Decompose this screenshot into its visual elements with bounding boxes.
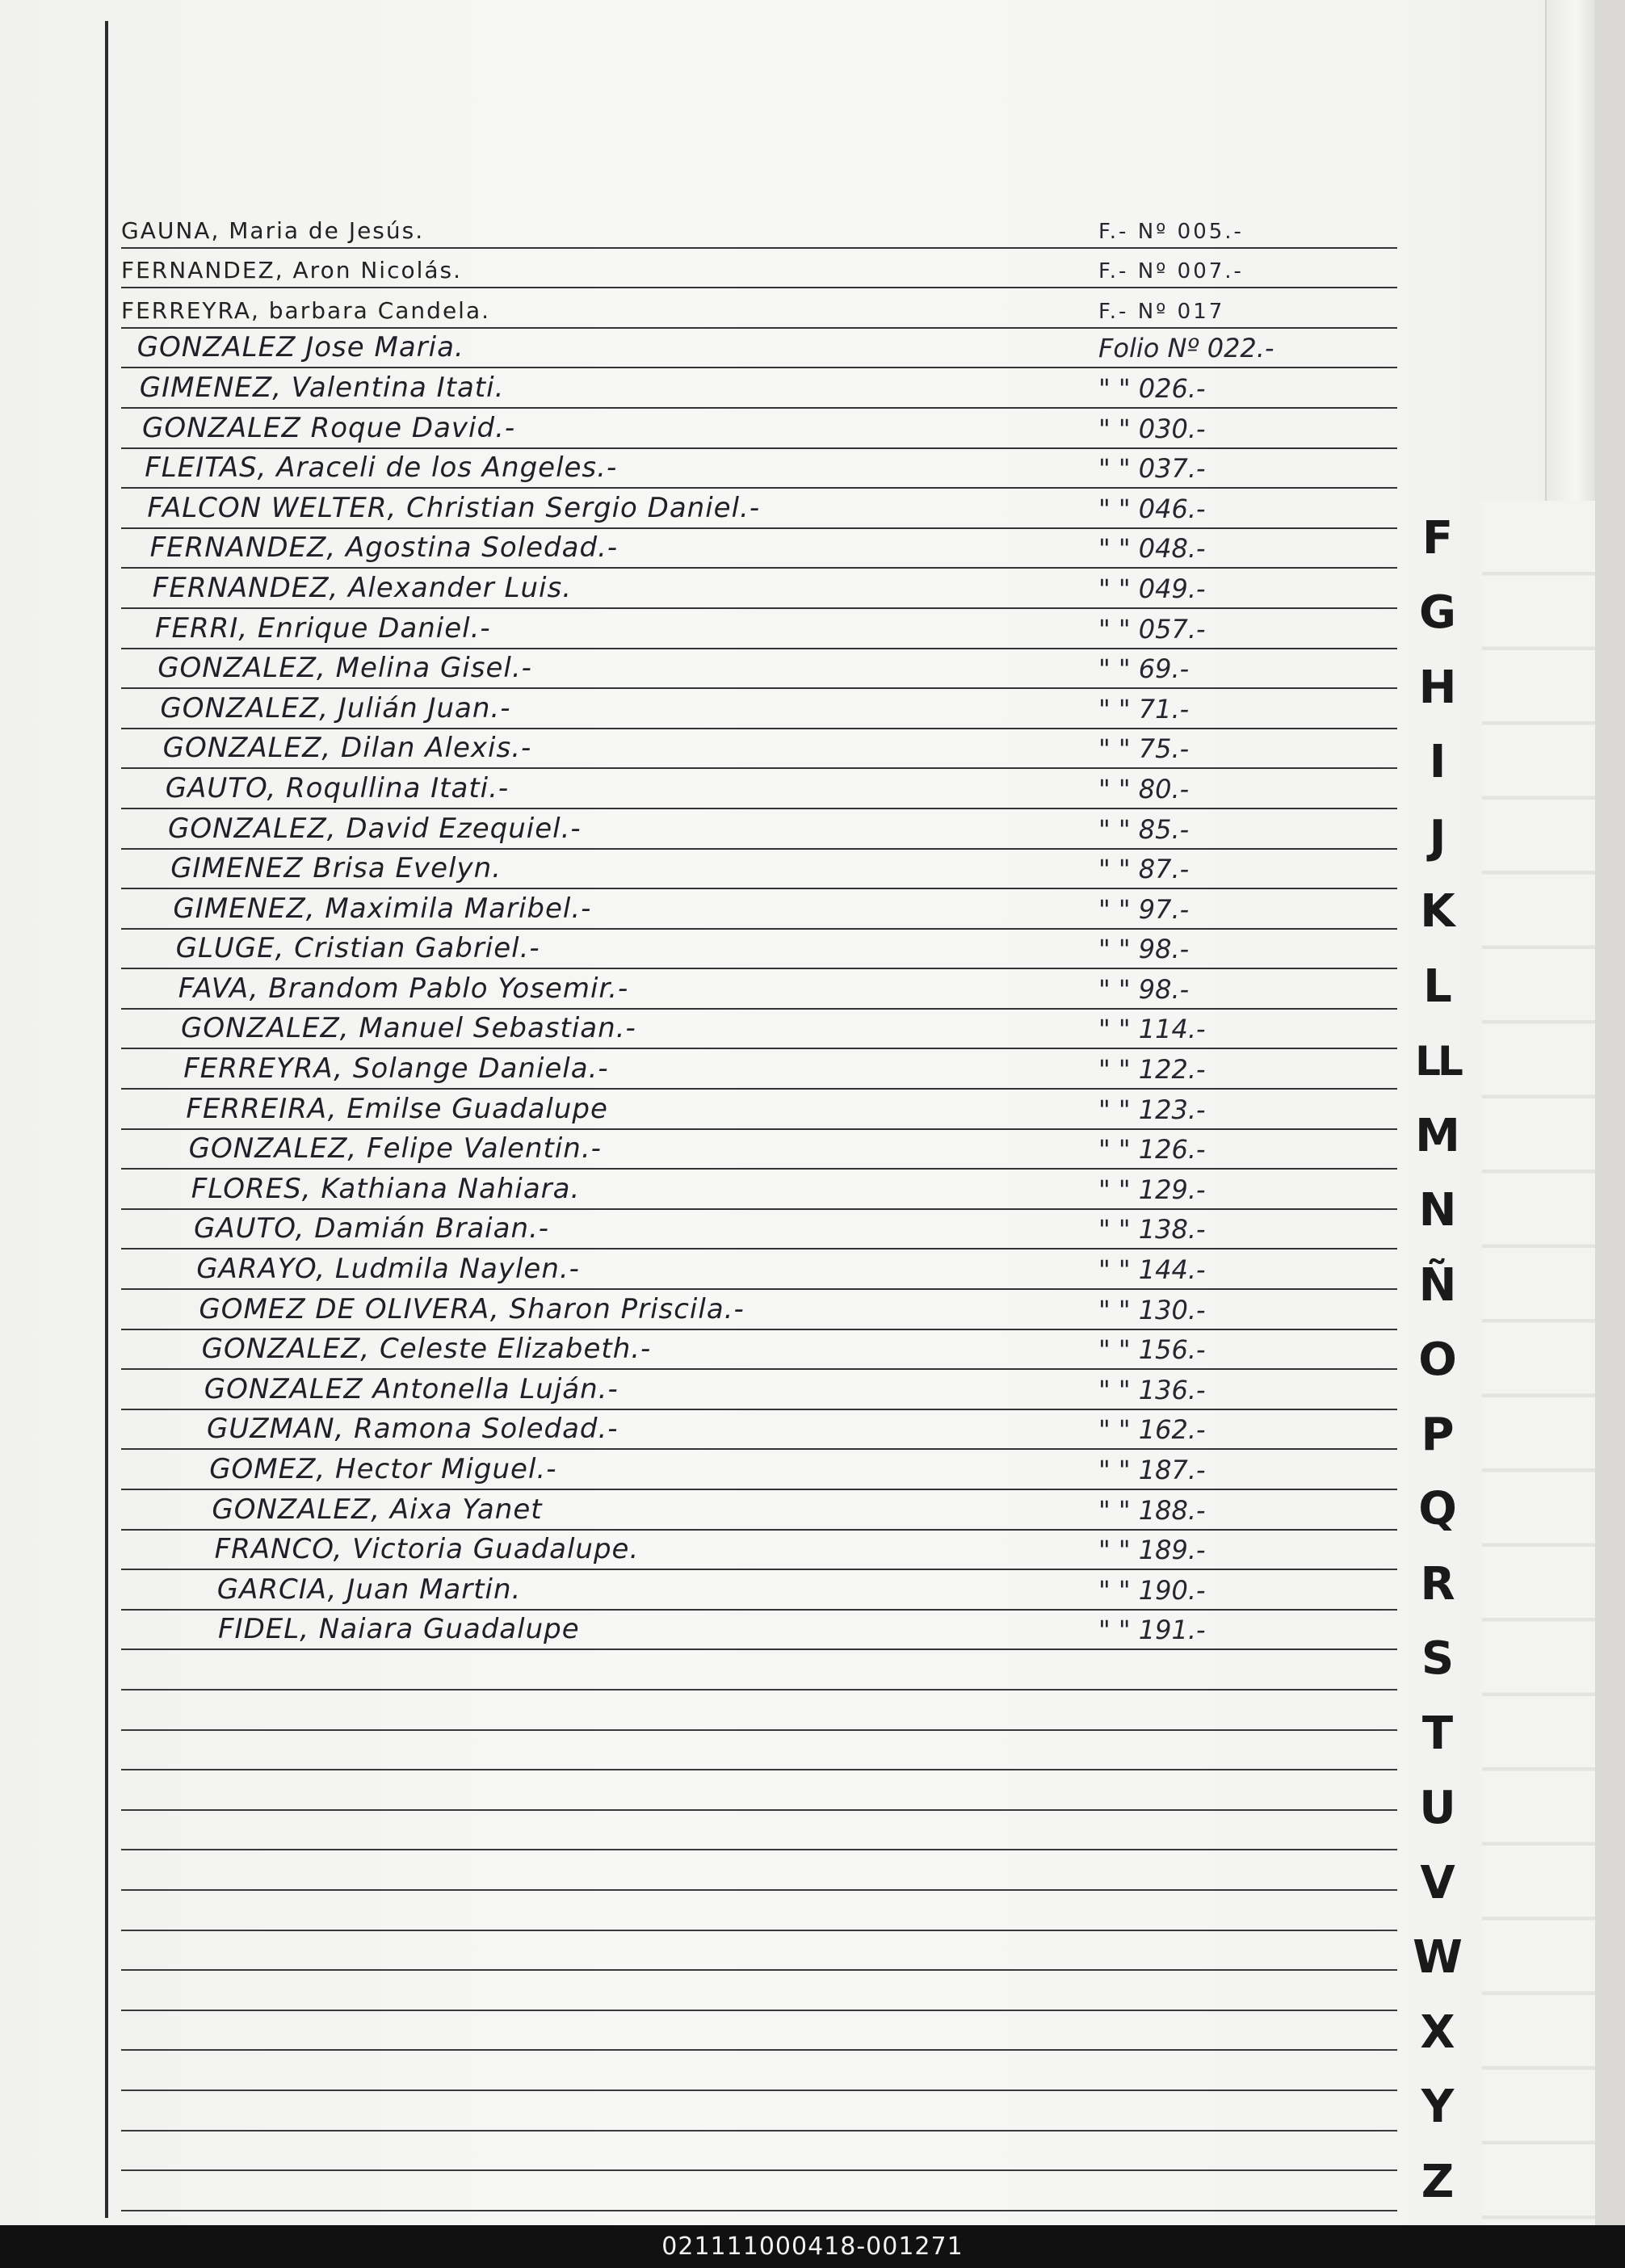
folio-number: " " 156.- xyxy=(1098,1334,1206,1366)
folio-number: " " 85.- xyxy=(1098,813,1190,845)
index-tab[interactable]: K xyxy=(1420,885,1455,939)
register-row xyxy=(121,1170,1397,1210)
student-name: GUZMAN, Ramona Soledad.- xyxy=(207,1413,619,1446)
register-row xyxy=(121,1531,1397,1571)
register-row xyxy=(121,1210,1397,1250)
register-row xyxy=(121,529,1397,569)
blank-ruled-line xyxy=(121,1891,1397,1931)
folio-number: F.- Nº 017 xyxy=(1098,299,1225,324)
index-tab[interactable]: Z xyxy=(1421,2155,1455,2208)
register-row xyxy=(121,208,1397,249)
folio-number: " " 114.- xyxy=(1098,1014,1206,1045)
student-name: FERREIRA, Emilse Guadalupe xyxy=(186,1092,608,1125)
folio-number: " " 187.- xyxy=(1098,1455,1206,1485)
student-name: GONZALEZ Jose Maria. xyxy=(136,331,464,364)
student-name: GONZALEZ, Celeste Elizabeth.- xyxy=(201,1333,652,1366)
register-row xyxy=(121,969,1397,1010)
register-row xyxy=(121,649,1397,690)
student-name: GIMENEZ Brisa Evelyn. xyxy=(170,852,502,885)
index-tab[interactable]: J xyxy=(1429,810,1447,863)
blank-ruled-line xyxy=(121,1931,1397,1972)
student-name: FLEITAS, Araceli de los Angeles.- xyxy=(145,452,618,485)
student-name: FALCON WELTER, Christian Sergio Daniel.- xyxy=(147,491,761,524)
blank-ruled-line xyxy=(121,2171,1397,2211)
folio-number: " " 126.- xyxy=(1098,1134,1206,1166)
blank-ruled-line xyxy=(121,2011,1397,2052)
student-name: FRANCO, Victoria Guadalupe. xyxy=(214,1533,640,1566)
folio-number: " " 129.- xyxy=(1098,1174,1206,1205)
register-row xyxy=(121,1250,1397,1290)
folio-number: " " 049.- xyxy=(1098,573,1206,604)
register-row xyxy=(121,769,1397,809)
student-name: GONZALEZ, Aixa Yanet xyxy=(212,1493,543,1526)
folio-number: " " 046.- xyxy=(1098,493,1206,524)
blank-ruled-line xyxy=(121,1850,1397,1891)
folio-number: " " 130.- xyxy=(1098,1294,1206,1325)
blank-ruled-line xyxy=(121,1770,1397,1811)
index-tab[interactable]: LL xyxy=(1415,1037,1460,1085)
student-name: FERRI, Enrique Daniel.- xyxy=(155,611,491,645)
student-name: GONZALEZ Roque David.- xyxy=(142,411,516,444)
folio-number: " " 037.- xyxy=(1098,453,1206,485)
student-name: FERNANDEZ, Aron Nicolás. xyxy=(121,257,463,284)
register-row xyxy=(121,489,1397,529)
index-tab[interactable]: U xyxy=(1419,1782,1456,1835)
index-tab[interactable]: N xyxy=(1418,1184,1457,1237)
folio-number: Folio Nº 022.- xyxy=(1098,333,1274,364)
folio-number: " " 190.- xyxy=(1098,1574,1206,1606)
student-name: FAVA, Brandom Pablo Yosemir.- xyxy=(178,972,629,1005)
folio-number: " " 188.- xyxy=(1098,1494,1206,1526)
register-row xyxy=(121,1090,1397,1130)
student-name: GAUTO, Damián Braian.- xyxy=(194,1212,550,1245)
register-row xyxy=(121,609,1397,649)
folio-number: " " 191.- xyxy=(1098,1615,1206,1646)
folio-number: F.- Nº 005.- xyxy=(1098,219,1244,244)
blank-ruled-line xyxy=(121,1811,1397,1851)
register-row xyxy=(121,249,1397,289)
folio-number: " " 69.- xyxy=(1098,653,1190,685)
student-name: GOMEZ DE OLIVERA, Sharon Priscila.- xyxy=(199,1292,745,1325)
folio-number: " " 138.- xyxy=(1098,1214,1206,1245)
register-row xyxy=(121,409,1397,449)
index-tab[interactable]: P xyxy=(1421,1408,1455,1461)
index-tab[interactable]: X xyxy=(1420,2006,1455,2059)
register-row xyxy=(121,1490,1397,1531)
folio-number: " " 030.- xyxy=(1098,413,1206,444)
student-name: GAUTO, Roqullina Itati.- xyxy=(165,771,510,804)
folio-number: " " 98.- xyxy=(1098,973,1190,1005)
index-tab[interactable]: G xyxy=(1419,586,1456,640)
register-row xyxy=(121,889,1397,930)
index-tab[interactable]: W xyxy=(1413,1931,1463,1984)
blank-ruled-line xyxy=(121,2091,1397,2132)
student-name: GONZALEZ, Julián Juan.- xyxy=(160,691,511,724)
register-row xyxy=(121,368,1397,409)
student-name: GONZALEZ, Felipe Valentin.- xyxy=(188,1132,602,1166)
student-name: GONZALEZ, David Ezequiel.- xyxy=(168,812,582,845)
blank-ruled-line xyxy=(121,1690,1397,1731)
register-row xyxy=(121,569,1397,609)
student-name: FERREYRA, barbara Candela. xyxy=(121,296,491,324)
student-name: GIMENEZ, Valentina Itati. xyxy=(139,371,505,404)
folio-number: " " 87.- xyxy=(1098,854,1190,885)
register-row xyxy=(121,930,1397,970)
folio-number: " " 057.- xyxy=(1098,613,1206,645)
register-entries xyxy=(121,208,1397,2225)
folio-number: " " 71.- xyxy=(1098,693,1190,724)
register-row xyxy=(121,288,1397,329)
folio-number: " " 136.- xyxy=(1098,1374,1206,1405)
student-name: FERREYRA, Solange Daniela.- xyxy=(183,1052,609,1086)
register-row xyxy=(121,1370,1397,1410)
register-row xyxy=(121,449,1397,489)
index-tab[interactable]: R xyxy=(1420,1557,1455,1611)
index-tab[interactable]: O xyxy=(1418,1334,1457,1387)
folio-number: " " 048.- xyxy=(1098,533,1206,565)
student-name: GOMEZ, Hector Miguel.- xyxy=(209,1453,557,1485)
index-tab[interactable]: V xyxy=(1420,1856,1455,1909)
blank-ruled-line xyxy=(121,1971,1397,2011)
index-tab[interactable]: Q xyxy=(1418,1483,1457,1536)
student-name: GAUNA, Maria de Jesús. xyxy=(121,216,425,244)
student-name: GARAYO, Ludmila Naylen.- xyxy=(196,1253,580,1286)
student-name: GARCIA, Juan Martin. xyxy=(216,1573,522,1606)
register-row xyxy=(121,850,1397,890)
register-row xyxy=(121,809,1397,850)
index-tab[interactable]: L xyxy=(1423,960,1452,1013)
index-tab[interactable]: S xyxy=(1421,1632,1455,1686)
register-row xyxy=(121,689,1397,729)
student-name: GONZALEZ, Manuel Sebastian.- xyxy=(181,1012,636,1045)
register-row xyxy=(121,1330,1397,1371)
register-row xyxy=(121,1611,1397,1651)
register-row xyxy=(121,729,1397,770)
folio-number: " " 162.- xyxy=(1098,1414,1206,1446)
blank-ruled-line xyxy=(121,1650,1397,1690)
register-row xyxy=(121,1010,1397,1050)
footer-bar xyxy=(0,2225,1625,2268)
index-tab[interactable]: Ñ xyxy=(1418,1258,1457,1312)
index-tab[interactable]: H xyxy=(1418,661,1457,714)
register-row xyxy=(121,1410,1397,1451)
register-row xyxy=(121,1130,1397,1170)
alphabet-index-tabs xyxy=(1409,501,1466,2220)
student-name: FIDEL, Naiara Guadalupe xyxy=(218,1613,580,1646)
folio-number: " " 144.- xyxy=(1098,1254,1206,1286)
blank-ruled-line xyxy=(121,2051,1397,2091)
blank-ruled-line xyxy=(121,2211,1397,2225)
folio-number: " " 123.- xyxy=(1098,1094,1206,1125)
folio-number: " " 97.- xyxy=(1098,893,1190,925)
index-tab-strip xyxy=(1482,501,1595,2225)
student-name: FERNANDEZ, Agostina Soledad.- xyxy=(149,531,619,565)
student-name: GONZALEZ Antonella Luján.- xyxy=(204,1372,619,1405)
register-row xyxy=(121,329,1397,369)
student-name: GLUGE, Cristian Gabriel.- xyxy=(175,932,540,965)
register-row xyxy=(121,1570,1397,1611)
index-tab[interactable]: M xyxy=(1415,1109,1460,1162)
blank-ruled-line xyxy=(121,2132,1397,2172)
document-code: 021111000418-001271 xyxy=(661,2232,964,2261)
register-row xyxy=(121,1290,1397,1330)
folio-number: " " 75.- xyxy=(1098,733,1190,765)
folio-number: " " 80.- xyxy=(1098,773,1190,804)
student-name: GONZALEZ, Dilan Alexis.- xyxy=(162,732,532,765)
margin-line xyxy=(105,21,108,2218)
folio-number: F.- Nº 007.- xyxy=(1098,259,1244,284)
register-row xyxy=(121,1049,1397,1090)
folio-number: " " 026.- xyxy=(1098,372,1206,404)
index-tab[interactable]: F xyxy=(1421,511,1454,565)
student-name: GONZALEZ, Melina Gisel.- xyxy=(157,652,532,685)
folio-number: " " 189.- xyxy=(1098,1535,1206,1566)
student-name: FERNANDEZ, Alexander Luis. xyxy=(152,571,573,604)
student-name: GIMENEZ, Maximila Maribel.- xyxy=(173,892,592,925)
student-name: FLORES, Kathiana Nahiara. xyxy=(191,1172,581,1205)
index-tab[interactable]: Y xyxy=(1421,2081,1455,2134)
index-tab[interactable]: I xyxy=(1429,736,1447,789)
folio-number: " " 98.- xyxy=(1098,934,1190,965)
register-row xyxy=(121,1450,1397,1490)
blank-ruled-line xyxy=(121,1731,1397,1771)
folio-number: " " 122.- xyxy=(1098,1054,1206,1086)
index-tab[interactable]: T xyxy=(1421,1707,1454,1760)
